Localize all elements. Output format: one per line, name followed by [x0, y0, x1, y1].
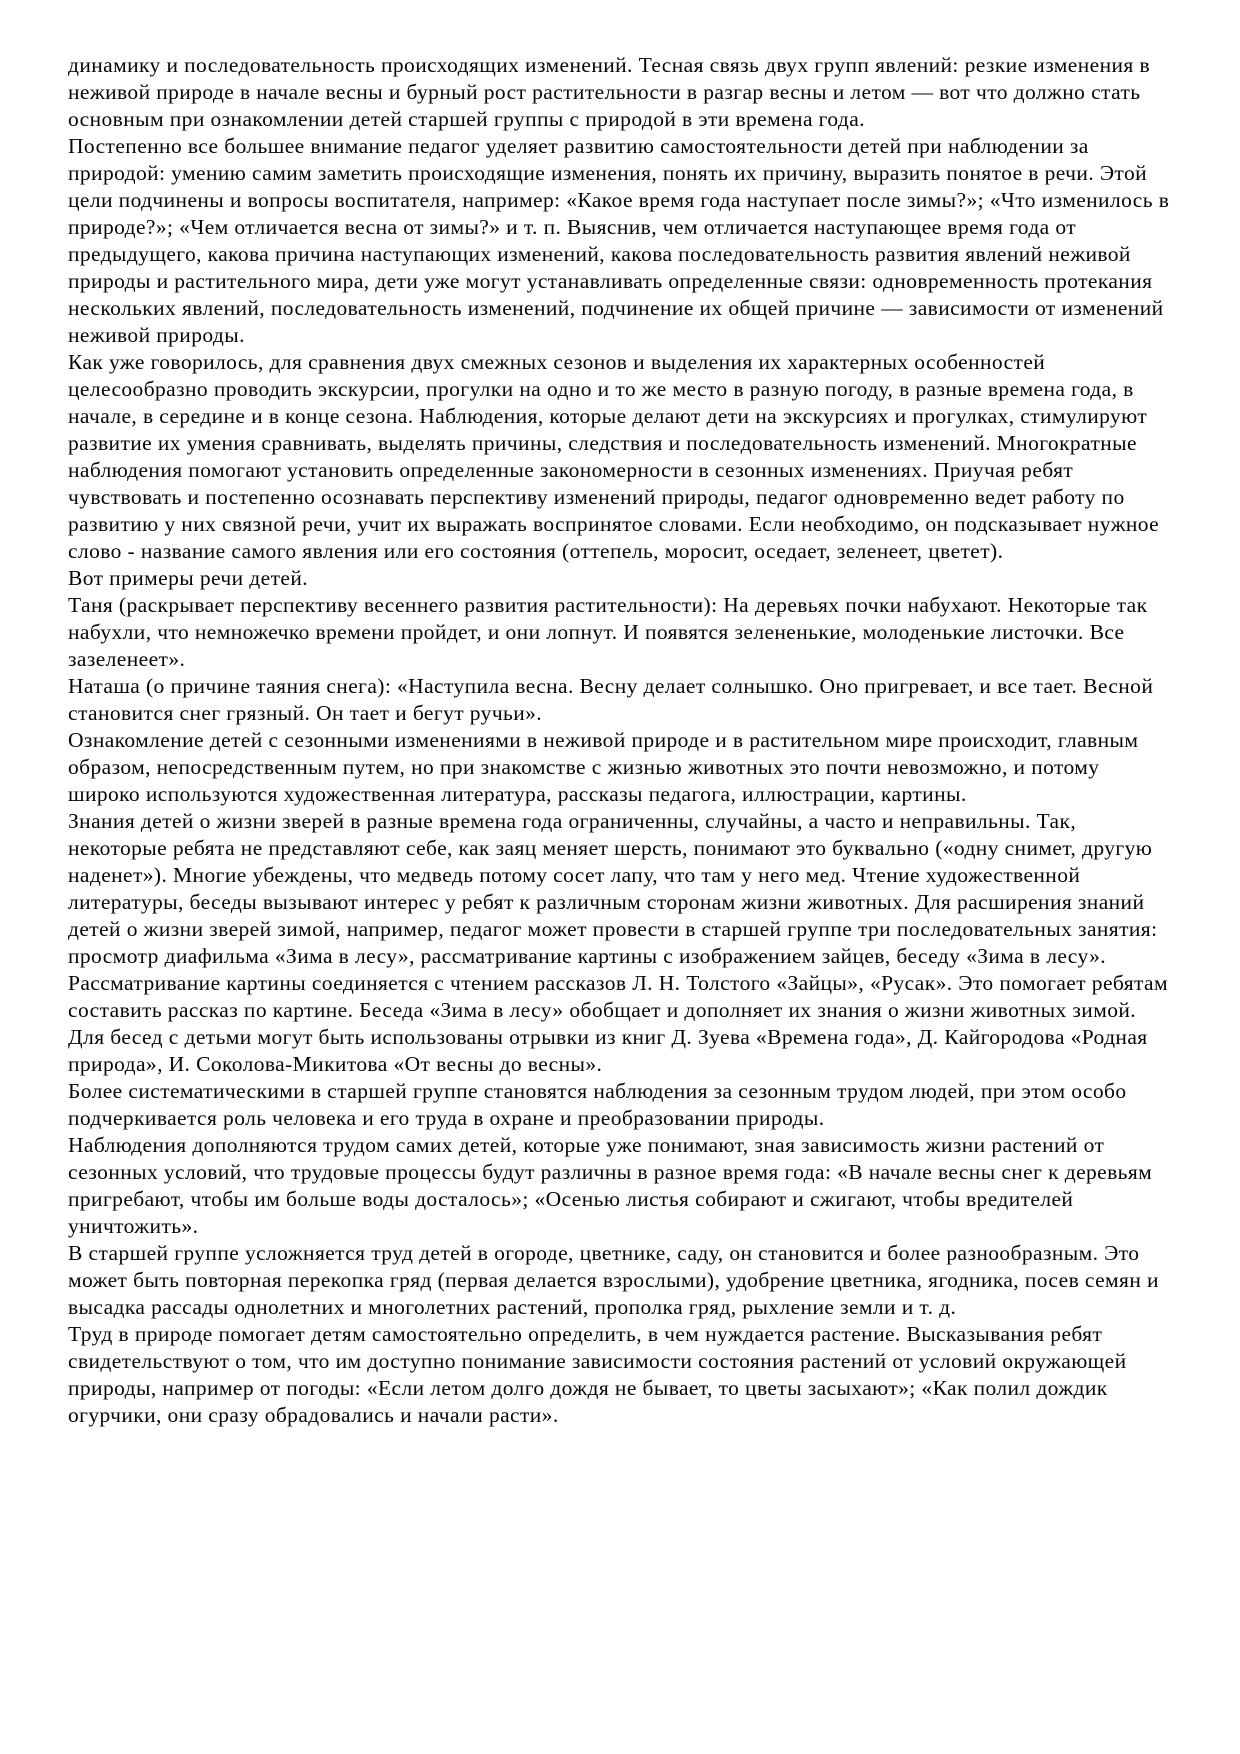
paragraph: В старшей группе усложняется труд детей в огороде, цветнике, саду, он становится и более разнообразным. Это может быть повторная перекопка гряд (первая делается взрослыми), удобрение цветника, ягодника, посев семян и высадка рассады однолетних и многолетних растений, прополка гряд, рыхление земли и т. д. [68, 1241, 1159, 1319]
paragraph: Постепенно все большее внимание педагог уделяет развитию самостоятельности детей при наблюдении за природой: умению самим заметить происходящие изменения, понять их причину, выразить понятое в речи. Этой цели подчинены и вопросы воспитателя, например: «Какое время года наступает после зимы?»; «Что изменилось в природе?»; «Чем отличается весна от зимы?» и т. п. Выяснив, чем отличается наступающее время года от предыдущего, какова причина наступающих изменений, какова последовательность развития явлений неживой природы и растительного мира, дети уже могут устанавливать определенные связи: одновременность протекания нескольких явлений, последовательность изменений, подчинение их общей причине — зависимости от изменений неживой природы. [68, 134, 1170, 347]
paragraph: Ознакомление детей с сезонными изменениями в неживой природе и в растительном мире происходит, главным образом, непосредственным путем, но при знакомстве с жизнью животных это почти невозможно, и потому широко используются художественная литература, рассказы педагога, иллюстрации, картины. [68, 728, 1139, 806]
paragraph: Наблюдения дополняются трудом самих детей, которые уже понимают, зная зависимость жизни растений от сезонных условий, что трудовые процессы будут различны в разное время года: «В начале весны снег к деревьям пригребают, чтобы им больше воды досталось»; «Осенью листья собирают и сжигают, чтобы вредителей уничтожить». [68, 1133, 1153, 1238]
paragraph: динамику и последовательность происходящих изменений. Тесная связь двух групп явлений: резкие изменения в неживой природе в начале весны и бурный рост растительности в разгар весны и летом — вот что должно стать основным при ознакомлении детей старшей группы с природой в эти времена года. [68, 53, 1151, 131]
paragraph: Знания детей о жизни зверей в разные времена года ограниченны, случайны, а часто и неправильны. Так, некоторые ребята не представляют себе, как заяц меняет шерсть, понимают это буквально («одну снимет, другую наденет»). Многие убеждены, что медведь потому сосет лапу, что там у него мед. Чтение художественной литературы, беседы вызывают интерес у ребят к различным сторонам жизни животных. Для расширения знаний детей о жизни зверей зимой, например, педагог может провести в старшей группе три последовательных занятия: просмотр диафильма «Зима в лесу», рассматривание картины с изображением зайцев, беседу «Зима в лесу». Рассматривание картины соединяется с чтением рассказов Л. Н. Толстого «Зайцы», «Русак». Это помогает ребятам составить рассказ по картине. Беседа «Зима в лесу» обобщает и дополняет их знания о жизни животных зимой. [68, 809, 1168, 1022]
paragraph: Для бесед с детьми могут быть использованы отрывки из книг Д. Зуева «Времена года», Д. Кайгородова «Родная природа», И. Соколова-Микитова «От весны до весны». [68, 1025, 1148, 1076]
document-text-block [68, 52, 1174, 1429]
paragraph: Вот примеры речи детей. [68, 566, 309, 590]
paragraph: Более систематическими в старшей группе становятся наблюдения за сезонным трудом людей, при этом особо подчеркивается роль человека и его труда в охране и преобразовании природы. [68, 1079, 1127, 1130]
paragraph: Труд в природе помогает детям самостоятельно определить, в чем нуждается растение. Высказывания ребят свидетельствуют о том, что им доступно понимание зависимости состояния растений от условий окружающей природы, например от погоды: «Если летом долго дождя не бывает, то цветы засыхают»; «Как полил дождик огурчики, они сразу обрадовались и начали расти». [68, 1322, 1127, 1427]
paragraph: Наташа (о причине таяния снега): «Наступила весна. Весну делает солнышко. Оно пригревает, и все тает. Весной становится снег грязный. Он тает и бегут ручьи». [68, 674, 1154, 725]
paragraph: Таня (раскрывает перспективу весеннего развития растительности): На деревьях почки набухают. Некоторые так набухли, что немножечко времени пройдет, и они лопнут. И появятся зелененькие, молоденькие листочки. Все зазеленеет». [68, 593, 1148, 671]
paragraph: Как уже говорилось, для сравнения двух смежных сезонов и выделения их характерных особенностей целесообразно проводить экскурсии, прогулки на одно и то же место в разную погоду, в разные времена года, в начале, в середине и в конце сезона. Наблюдения, которые делают дети на экскурсиях и прогулках, стимулируют развитие их умения сравнивать, выделять причины, следствия и последовательность изменений. Многократные наблюдения помогают установить определенные закономерности в сезонных изменениях. Приучая ребят чувствовать и постепенно осознавать перспективу изменений природы, педагог одновременно ведет работу по развитию у них связной речи, учит их выражать воспринятое словами. Если необходимо, он подсказывает нужное слово - название самого явления или его состояния (оттепель, моросит, оседает, зеленеет, цветет). [68, 350, 1160, 563]
